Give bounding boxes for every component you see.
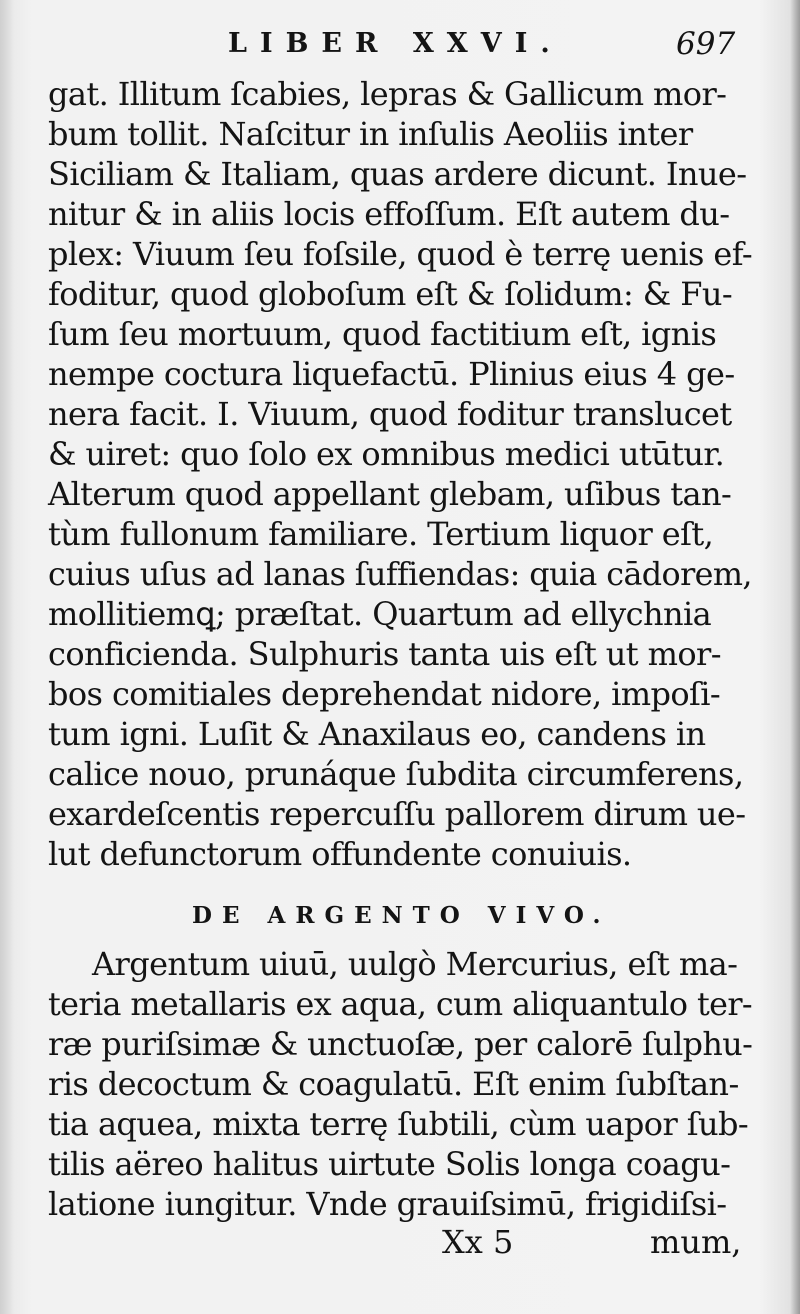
text-line: nera facit. I. Viuum, quod foditur translucet (48, 395, 732, 433)
text-line: ræ puriſsimæ & unctuoſæ, per calorē ſulphu- (48, 1025, 753, 1063)
running-title: LIBER XXVI. (228, 28, 563, 59)
text-line: nitur & in aliis locis effoſſum. Eſt autem du- (48, 195, 730, 233)
text-line: & uiret: quo ſolo ex omnibus medici utūtur. (48, 435, 725, 473)
page-number: 697 (676, 26, 736, 62)
text-line: ſum ſeu mortuum, quod factitium eſt, ignis (48, 315, 717, 353)
text-line: foditur, quod globoſum eſt & ſolidum: & Fu- (48, 275, 733, 313)
signature-mark: Xx 5 (442, 1223, 514, 1261)
text-line: lut defunctorum offundente conuiuis. (48, 835, 632, 873)
section-heading: DE ARGENTO VIVO. (192, 902, 611, 929)
catchword: mum, (650, 1223, 742, 1261)
text-line: tum igni. Luſit & Anaxilaus eo, candens in (48, 715, 706, 753)
running-head (0, 24, 800, 68)
text-line: exardeſcentis repercuſſu pallorem dirum ue- (48, 795, 746, 833)
text-line: ris decoctum & coagulatū. Eſt enim ſubſtan- (48, 1065, 739, 1103)
text-line: latione iungitur. Vnde grauiſsimū, frigidiſsi- (48, 1185, 727, 1223)
text-line: Argentum uiuū, uulgò Mercurius, eſt ma- (92, 945, 738, 983)
text-line: calice nouo, prunáque ſubdita circumferens, (48, 755, 744, 793)
text-line: Alterum quod appellant glebam, uſibus tan- (48, 475, 732, 513)
text-line: tùm fullonum familiare. Tertium liquor eſt, (48, 515, 714, 553)
text-line: cuius uſus ad lanas ſuffiendas: quia cādorem, (48, 555, 752, 593)
text-line: bos comitiales deprehendat nidore, impoſi- (48, 675, 721, 713)
text-line: gat. Illitum ſcabies, lepras & Gallicum mor- (48, 75, 727, 113)
text-line: tilis aëreo halitus uirtute Solis longa coagu- (48, 1145, 731, 1183)
text-line: tia aquea, mixta terrę ſubtili, cùm uapor ſub- (48, 1105, 749, 1143)
text-line: nempe coctura liquefactū. Plinius eius 4 ge- (48, 355, 735, 393)
text-line: Siciliam & Italiam, quas ardere dicunt. Inue- (48, 155, 747, 193)
text-line: teria metallaris ex aqua, cum aliquantulo ter- (48, 985, 753, 1023)
text-line: conficienda. Sulphuris tanta uis eſt ut mor- (48, 635, 721, 673)
text-line: mollitiemꝗ; præſtat. Quartum ad ellychnia (48, 595, 712, 633)
text-line: bum tollit. Naſcitur in inſulis Aeoliis inter (48, 115, 693, 153)
text-line: plex: Viuum ſeu foſsile, quod è terrę uenis ef- (48, 235, 753, 273)
